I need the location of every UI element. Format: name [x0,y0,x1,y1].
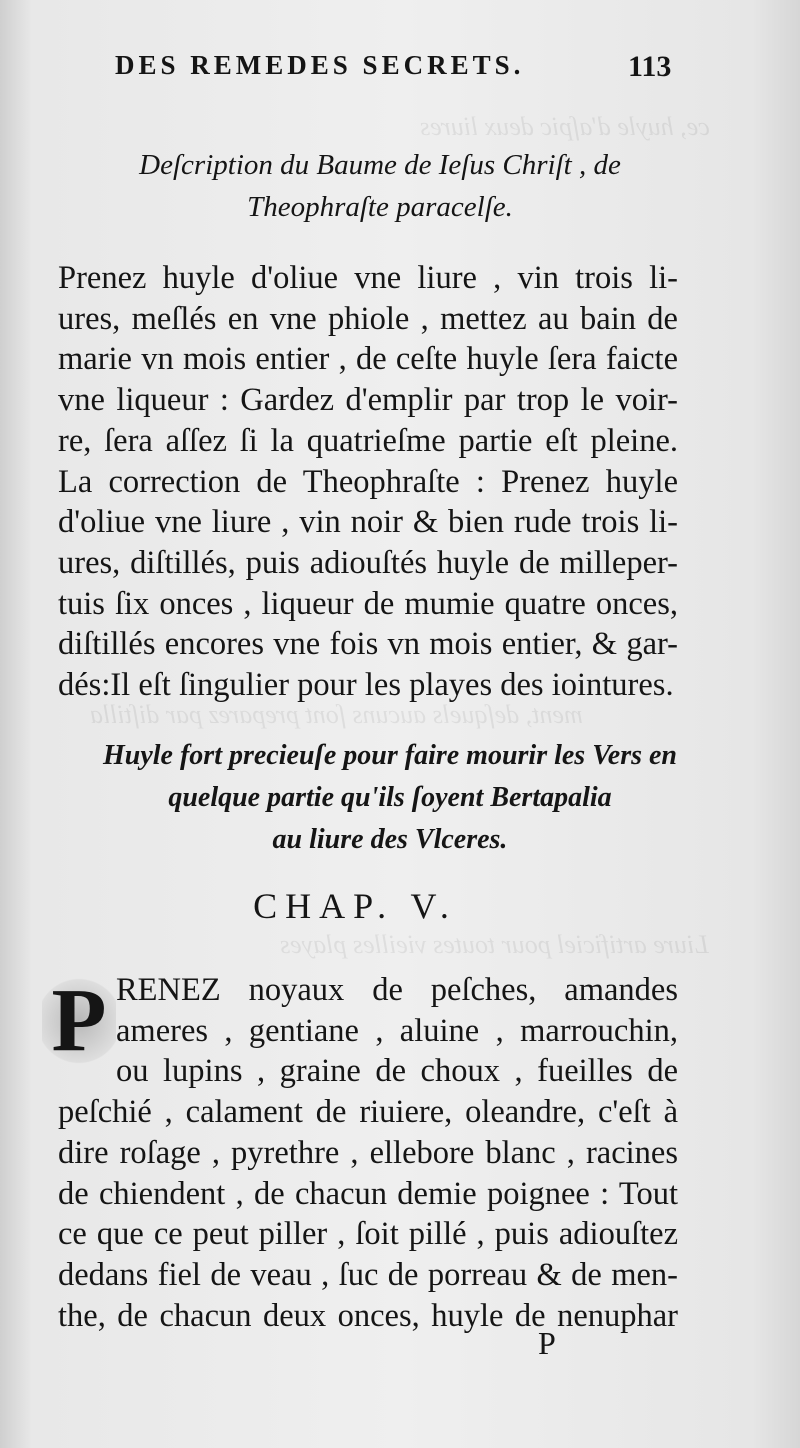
text-line: Prenez huyle d'oliue vne liure , vin trois li- [58,260,678,296]
heading-line: au liure des Vlceres. [272,824,508,855]
text-line: dedans fiel de veau , ſuc de porreau & de men- [58,1256,678,1293]
text-line: dés:Il eſt ſingulier pour les playes des iointures. [58,667,674,704]
paragraph-worm-oil-recipe [58,970,678,1336]
text-line: diſtillés encores vne fois vn mois entier, & gar- [58,626,678,663]
text-line: de chiendent , de chacun demie poignee : Tout [58,1175,678,1212]
text-line: ameres , gentiane , aluine , marrouchin, [116,1012,678,1049]
heading-line: quelque partie qu'ils ſoyent Bertapalia [168,782,612,813]
text-line: vne liqueur : Gardez d'emplir par trop le voir- [58,382,678,419]
text-line: ce que ce peut piller , ſoit pillé , puis adiouſtez [58,1216,678,1253]
heading-line: Deſcription du Baume de Ieſus Chriſt , de [139,149,621,181]
section-heading-balm [80,144,680,228]
text-line: peſchié , calament de riuiere, oleandre, c'eſt à [58,1094,678,1131]
text-line: ures, diſtillés, puis adiouſtés huyle de milleper- [58,544,678,581]
decorated-initial: P [42,975,116,1067]
show-through-decoration: Liure artificiel pour toutes vieilles playes [280,930,709,959]
text-line: re, ſera aſſez ſi la quatrieſme partie eſt pleine. [58,422,678,459]
text-line: d'oliue vne liure , vin noir & bien rude trois li- [58,504,678,541]
page-number: 113 [628,50,672,83]
show-through-decoration: ment, deſquels aucuns ſont preparez par diſtilla [90,700,583,729]
heading-line: Theophraſte paracelſe. [247,191,513,223]
text-line: ou lupins , graine de choux , fueilles de [116,1053,678,1090]
section-heading-worm-oil [70,735,710,861]
text-line: dire roſage , pyrethre , ellebore blanc , racines [58,1134,678,1171]
heading-line: Huyle fort precieuſe pour faire mourir les Vers en [103,740,677,771]
running-title: DES REMEDES SECRETS. [115,50,525,80]
show-through-decoration: ce, huyle d'aſpic deux liures [420,112,710,141]
chapter-heading: CHAP. V. [253,886,457,926]
text-line: La correction de Theophraſte : Prenez huyle [58,463,678,500]
text-line: tuis ſix onces , liqueur de mumie quatre onces, [58,585,678,622]
signature-mark: P [538,1325,556,1361]
text-line: RENEZ noyaux de peſches, amandes [116,972,678,1008]
text-line: ures, meſlés en vne phiole , mettez au bain de [58,300,678,337]
text-line: marie vn mois entier , de ceſte huyle ſera faicte [58,341,678,378]
text-line: the, de chacun deux onces, huyle de nenuphar [58,1297,678,1334]
paragraph-balm-recipe [58,258,678,706]
